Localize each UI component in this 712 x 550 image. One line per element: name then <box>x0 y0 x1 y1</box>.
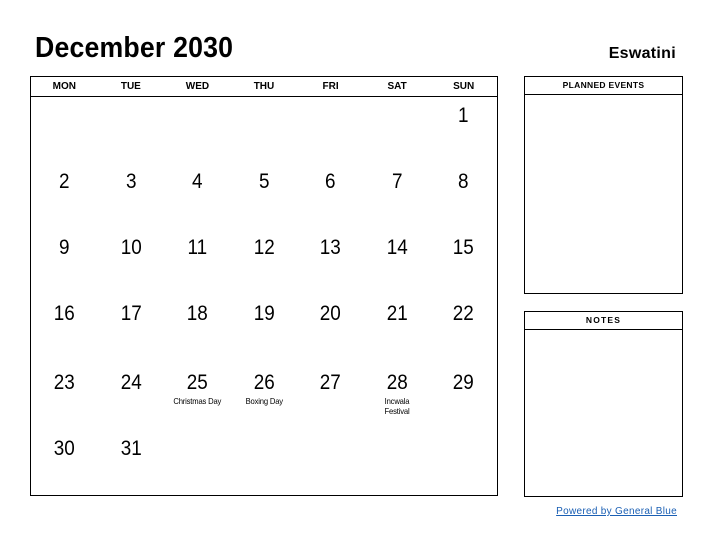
weekday-header: TUE <box>120 81 141 92</box>
day-cell <box>31 430 98 490</box>
day-number: 10 <box>120 236 142 259</box>
day-cell <box>164 229 231 295</box>
day-cell <box>364 97 431 163</box>
day-cell <box>31 229 98 295</box>
day-cell <box>297 430 364 490</box>
day-number: 16 <box>53 302 75 325</box>
day-cell <box>430 364 497 430</box>
day-number: 22 <box>453 302 475 325</box>
day-number: 30 <box>53 437 75 460</box>
day-cell <box>364 163 431 229</box>
day-cell <box>231 364 298 430</box>
day-cell <box>231 229 298 295</box>
day-number: 13 <box>320 236 342 259</box>
calendar-days <box>31 97 497 490</box>
holiday-label: Christmas Day <box>173 396 222 406</box>
weekday-header: SAT <box>387 81 407 92</box>
day-cell <box>364 229 431 295</box>
day-number: 2 <box>59 170 70 193</box>
day-number: 17 <box>120 302 142 325</box>
day-number: 31 <box>120 437 142 460</box>
day-number: 9 <box>59 236 70 259</box>
day-number: 21 <box>386 302 408 325</box>
weekday-header: SUN <box>453 81 475 92</box>
day-cell <box>231 430 298 490</box>
day-number: 27 <box>320 371 342 394</box>
day-cell <box>98 229 165 295</box>
weekday-header-row <box>31 77 497 97</box>
notes-panel <box>524 311 683 497</box>
day-cell <box>164 97 231 163</box>
holiday-label: Boxing Day <box>245 396 283 406</box>
day-number: 24 <box>120 371 142 394</box>
day-cell <box>164 364 231 430</box>
day-number: 14 <box>386 236 408 259</box>
day-cell <box>297 97 364 163</box>
day-cell <box>364 430 431 490</box>
day-cell <box>231 97 298 163</box>
day-cell <box>231 163 298 229</box>
day-cell <box>164 430 231 490</box>
day-cell <box>98 430 165 490</box>
day-cell <box>98 97 165 163</box>
day-number: 4 <box>192 170 203 193</box>
day-cell <box>31 295 98 364</box>
planned-events-heading: PLANNED EVENTS <box>525 77 682 95</box>
notes-heading: NOTES <box>525 312 682 330</box>
weekday-header: WED <box>185 81 210 92</box>
day-cell <box>297 229 364 295</box>
page-title: December 2030 <box>35 32 234 64</box>
day-cell <box>430 295 497 364</box>
day-number: 6 <box>325 170 336 193</box>
day-cell <box>98 163 165 229</box>
day-cell <box>364 295 431 364</box>
day-cell <box>297 163 364 229</box>
day-cell <box>430 229 497 295</box>
day-cell <box>164 163 231 229</box>
day-cell <box>430 430 497 490</box>
day-number: 11 <box>187 236 208 259</box>
powered-by-link[interactable]: Powered by General Blue <box>556 506 677 517</box>
day-number: 29 <box>453 371 475 394</box>
day-number: 20 <box>320 302 342 325</box>
day-number: 25 <box>186 371 208 394</box>
planned-events-panel <box>524 76 683 294</box>
day-cell <box>164 295 231 364</box>
weekday-header: MON <box>52 81 76 92</box>
calendar-grid <box>30 76 498 496</box>
day-number: 8 <box>458 170 469 193</box>
day-number: 15 <box>453 236 475 259</box>
day-cell <box>31 97 98 163</box>
day-cell <box>297 364 364 430</box>
day-number: 3 <box>125 170 137 193</box>
day-cell <box>430 97 497 163</box>
day-number: 18 <box>186 302 208 325</box>
day-number: 7 <box>391 170 403 193</box>
day-cell <box>31 364 98 430</box>
day-cell <box>430 163 497 229</box>
day-number: 12 <box>253 236 275 259</box>
day-cell <box>231 295 298 364</box>
day-cell <box>98 364 165 430</box>
holiday-label: Incwala Festival <box>384 396 410 416</box>
day-number: 19 <box>253 302 275 325</box>
weekday-header: THU <box>253 81 275 92</box>
day-cell <box>98 295 165 364</box>
day-number: 28 <box>386 371 408 394</box>
day-cell <box>31 163 98 229</box>
day-number: 1 <box>458 104 469 127</box>
weekday-header: FRI <box>322 81 339 92</box>
day-number: 23 <box>53 371 75 394</box>
day-cell <box>364 364 431 430</box>
country-label: Eswatini <box>608 45 676 62</box>
day-cell <box>297 295 364 364</box>
day-number: 26 <box>253 371 275 394</box>
day-number: 5 <box>258 170 270 193</box>
